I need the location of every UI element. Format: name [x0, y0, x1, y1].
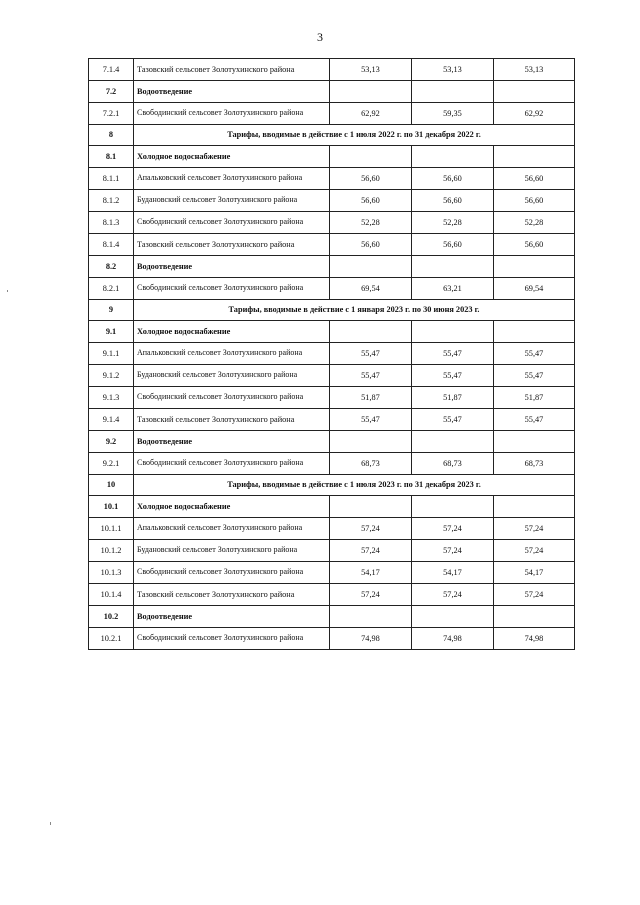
tariff-value-1: 74,98 — [330, 628, 412, 650]
empty-cell — [412, 146, 494, 168]
tariff-table — [88, 58, 575, 650]
empty-cell — [412, 321, 494, 343]
municipality-name: Апальковский сельсовет Золотухинского района — [134, 343, 330, 365]
tariff-value-1: 57,24 — [330, 518, 412, 540]
tariff-value-3: 54,17 — [494, 562, 575, 584]
period-title: Тарифы, вводимые в действие с 1 января 2023 г. по 30 июня 2023 г. — [134, 300, 575, 321]
scan-mark — [7, 290, 8, 292]
empty-cell — [412, 256, 494, 278]
tariff-value-2: 63,21 — [412, 278, 494, 300]
row-number: 9.1.1 — [89, 343, 134, 365]
tariff-value-2: 74,98 — [412, 628, 494, 650]
tariff-value-2: 57,24 — [412, 584, 494, 606]
row-number: 7.2.1 — [89, 103, 134, 125]
table-row — [89, 234, 575, 256]
section-heading-row — [89, 321, 575, 343]
municipality-name: Свободинский сельсовет Золотухинского района — [134, 562, 330, 584]
table-row — [89, 212, 575, 234]
tariff-value-2: 68,73 — [412, 453, 494, 475]
tariff-value-2: 54,17 — [412, 562, 494, 584]
row-number: 7.1.4 — [89, 59, 134, 81]
section-number: 7.2 — [89, 81, 134, 103]
municipality-name: Будановский сельсовет Золотухинского района — [134, 190, 330, 212]
period-heading-row — [89, 475, 575, 496]
section-number: 8.2 — [89, 256, 134, 278]
section-heading-row — [89, 256, 575, 278]
section-number: 10.2 — [89, 606, 134, 628]
municipality-name: Будановский сельсовет Золотухинского района — [134, 365, 330, 387]
tariff-value-3: 56,60 — [494, 168, 575, 190]
table-row — [89, 628, 575, 650]
row-number: 9.1.4 — [89, 409, 134, 431]
municipality-name: Тазовский сельсовет Золотухинского района — [134, 59, 330, 81]
tariff-value-2: 57,24 — [412, 518, 494, 540]
period-heading-row — [89, 125, 575, 146]
table-row — [89, 365, 575, 387]
page-number: 3 — [317, 30, 323, 44]
tariff-value-3: 55,47 — [494, 343, 575, 365]
tariff-value-1: 51,87 — [330, 387, 412, 409]
tariff-value-3: 52,28 — [494, 212, 575, 234]
section-number: 9.1 — [89, 321, 134, 343]
empty-cell — [494, 256, 575, 278]
municipality-name: Свободинский сельсовет Золотухинского района — [134, 212, 330, 234]
municipality-name: Апальковский сельсовет Золотухинского района — [134, 518, 330, 540]
tariff-value-2: 51,87 — [412, 387, 494, 409]
row-number: 9.2.1 — [89, 453, 134, 475]
section-title: Водоотведение — [134, 81, 330, 103]
tariff-value-2: 56,60 — [412, 234, 494, 256]
municipality-name: Тазовский сельсовет Золотухинского района — [134, 409, 330, 431]
table-row — [89, 540, 575, 562]
row-number: 8.1.3 — [89, 212, 134, 234]
row-number: 10.1.2 — [89, 540, 134, 562]
empty-cell — [330, 606, 412, 628]
table-row — [89, 584, 575, 606]
tariff-value-3: 74,98 — [494, 628, 575, 650]
section-heading-row — [89, 146, 575, 168]
municipality-name: Свободинский сельсовет Золотухинского района — [134, 628, 330, 650]
empty-cell — [412, 81, 494, 103]
tariff-value-2: 56,60 — [412, 190, 494, 212]
section-number: 8.1 — [89, 146, 134, 168]
tariff-value-1: 52,28 — [330, 212, 412, 234]
empty-cell — [330, 256, 412, 278]
municipality-name: Свободинский сельсовет Золотухинского района — [134, 278, 330, 300]
row-number: 10.2.1 — [89, 628, 134, 650]
tariff-value-1: 69,54 — [330, 278, 412, 300]
empty-cell — [412, 496, 494, 518]
table-row — [89, 59, 575, 81]
section-title: Водоотведение — [134, 256, 330, 278]
section-title: Холодное водоснабжение — [134, 146, 330, 168]
tariff-value-3: 53,13 — [494, 59, 575, 81]
municipality-name: Свободинский сельсовет Золотухинского района — [134, 103, 330, 125]
empty-cell — [412, 606, 494, 628]
tariff-value-2: 57,24 — [412, 540, 494, 562]
tariff-value-1: 55,47 — [330, 343, 412, 365]
tariff-value-2: 59,35 — [412, 103, 494, 125]
tariff-value-3: 57,24 — [494, 540, 575, 562]
period-number: 9 — [89, 300, 134, 321]
tariff-value-1: 56,60 — [330, 190, 412, 212]
table-row — [89, 387, 575, 409]
tariff-value-3: 51,87 — [494, 387, 575, 409]
section-number: 10.1 — [89, 496, 134, 518]
section-title: Водоотведение — [134, 431, 330, 453]
tariff-value-2: 53,13 — [412, 59, 494, 81]
section-heading-row — [89, 81, 575, 103]
period-number: 10 — [89, 475, 134, 496]
tariff-value-3: 69,54 — [494, 278, 575, 300]
table-row — [89, 278, 575, 300]
municipality-name: Апальковский сельсовет Золотухинского района — [134, 168, 330, 190]
section-heading-row — [89, 496, 575, 518]
tariff-value-3: 56,60 — [494, 190, 575, 212]
empty-cell — [494, 606, 575, 628]
tariff-value-3: 62,92 — [494, 103, 575, 125]
period-title: Тарифы, вводимые в действие с 1 июля 2023 г. по 31 декабря 2023 г. — [134, 475, 575, 496]
municipality-name: Тазовский сельсовет Золотухинского района — [134, 584, 330, 606]
empty-cell — [330, 81, 412, 103]
table-row — [89, 562, 575, 584]
scan-mark — [50, 822, 51, 825]
row-number: 8.2.1 — [89, 278, 134, 300]
row-number: 9.1.3 — [89, 387, 134, 409]
tariff-value-1: 55,47 — [330, 409, 412, 431]
tariff-value-2: 55,47 — [412, 343, 494, 365]
empty-cell — [330, 146, 412, 168]
empty-cell — [494, 81, 575, 103]
row-number: 8.1.1 — [89, 168, 134, 190]
table-row — [89, 409, 575, 431]
tariff-value-1: 53,13 — [330, 59, 412, 81]
period-number: 8 — [89, 125, 134, 146]
empty-cell — [494, 496, 575, 518]
tariff-value-3: 55,47 — [494, 365, 575, 387]
tariff-value-1: 56,60 — [330, 168, 412, 190]
tariff-value-1: 62,92 — [330, 103, 412, 125]
tariff-value-2: 55,47 — [412, 365, 494, 387]
municipality-name: Будановский сельсовет Золотухинского района — [134, 540, 330, 562]
tariff-value-3: 56,60 — [494, 234, 575, 256]
tariff-value-2: 52,28 — [412, 212, 494, 234]
section-heading-row — [89, 606, 575, 628]
section-number: 9.2 — [89, 431, 134, 453]
municipality-name: Свободинский сельсовет Золотухинского района — [134, 387, 330, 409]
table-row — [89, 343, 575, 365]
tariff-value-1: 55,47 — [330, 365, 412, 387]
table-row — [89, 103, 575, 125]
row-number: 9.1.2 — [89, 365, 134, 387]
empty-cell — [494, 321, 575, 343]
tariff-value-3: 68,73 — [494, 453, 575, 475]
empty-cell — [330, 431, 412, 453]
tariff-value-3: 57,24 — [494, 518, 575, 540]
section-heading-row — [89, 431, 575, 453]
tariff-value-3: 55,47 — [494, 409, 575, 431]
row-number: 10.1.4 — [89, 584, 134, 606]
table-row — [89, 518, 575, 540]
section-title: Холодное водоснабжение — [134, 321, 330, 343]
tariff-value-1: 57,24 — [330, 540, 412, 562]
table-row — [89, 168, 575, 190]
tariff-value-1: 56,60 — [330, 234, 412, 256]
municipality-name: Тазовский сельсовет Золотухинского района — [134, 234, 330, 256]
municipality-name: Свободинский сельсовет Золотухинского района — [134, 453, 330, 475]
tariff-value-1: 54,17 — [330, 562, 412, 584]
empty-cell — [330, 321, 412, 343]
tariff-value-2: 56,60 — [412, 168, 494, 190]
period-heading-row — [89, 300, 575, 321]
empty-cell — [494, 431, 575, 453]
table-row — [89, 190, 575, 212]
section-title: Холодное водоснабжение — [134, 496, 330, 518]
period-title: Тарифы, вводимые в действие с 1 июля 2022 г. по 31 декабря 2022 г. — [134, 125, 575, 146]
empty-cell — [330, 496, 412, 518]
empty-cell — [412, 431, 494, 453]
section-title: Водоотведение — [134, 606, 330, 628]
tariff-table-body — [89, 59, 575, 650]
row-number: 10.1.3 — [89, 562, 134, 584]
tariff-value-1: 68,73 — [330, 453, 412, 475]
tariff-value-3: 57,24 — [494, 584, 575, 606]
row-number: 8.1.4 — [89, 234, 134, 256]
row-number: 10.1.1 — [89, 518, 134, 540]
tariff-value-1: 57,24 — [330, 584, 412, 606]
table-row — [89, 453, 575, 475]
row-number: 8.1.2 — [89, 190, 134, 212]
empty-cell — [494, 146, 575, 168]
tariff-value-2: 55,47 — [412, 409, 494, 431]
